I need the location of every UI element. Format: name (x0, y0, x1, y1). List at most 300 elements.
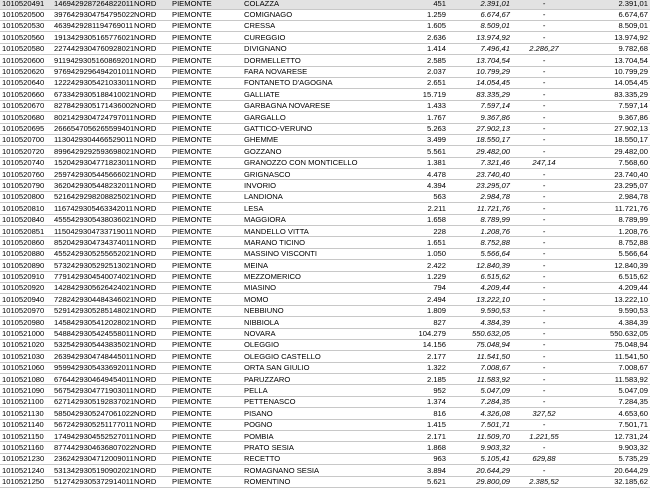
region-cell[interactable]: PIEMONTE (170, 89, 242, 100)
code-cell[interactable]: 1010520620 (0, 66, 52, 77)
code-cell[interactable]: 1010520840 (0, 214, 52, 225)
population-cell[interactable]: 5.561 (390, 146, 448, 157)
amount-cell[interactable]: 23.740,40 (448, 169, 512, 180)
amount-cell[interactable]: 8.509,01 (448, 20, 512, 31)
table-row[interactable] (0, 134, 650, 145)
amount-cell[interactable]: 75.048,94 (448, 339, 512, 350)
area-cell[interactable]: NORD (132, 43, 170, 54)
comune-cell[interactable]: MANDELLO VITTA (242, 226, 390, 237)
region-cell[interactable]: PIEMONTE (170, 169, 242, 180)
region-cell[interactable]: PIEMONTE (170, 146, 242, 157)
extra-cell[interactable]: - (512, 20, 576, 31)
total-cell[interactable]: 13.704,54 (576, 55, 650, 66)
area-cell[interactable]: NORD (132, 237, 170, 248)
comune-cell[interactable]: GOZZANO (242, 146, 390, 157)
population-cell[interactable]: 1.414 (390, 43, 448, 54)
area-cell[interactable]: NORD (132, 66, 170, 77)
population-cell[interactable]: 794 (390, 282, 448, 293)
comune-cell[interactable]: POMBIA (242, 431, 390, 442)
area-cell[interactable]: NORD (132, 112, 170, 123)
code-cell[interactable]: 1010520530 (0, 20, 52, 31)
total-cell[interactable]: 14.054,45 (576, 77, 650, 88)
id-cell[interactable]: 1458429305412028021 (54, 317, 135, 327)
id-cell[interactable]: 3620429305448232011 (54, 180, 134, 190)
comune-cell[interactable]: DORMELLETTO (242, 55, 390, 66)
area-cell[interactable]: NORD (132, 408, 170, 419)
amount-cell[interactable]: 20.644,29 (448, 465, 512, 476)
table-row[interactable] (0, 408, 650, 419)
table-row[interactable] (0, 66, 650, 77)
region-cell[interactable]: PIEMONTE (170, 180, 242, 191)
id-cell[interactable]: 2666547056265599401 (54, 123, 135, 133)
code-cell[interactable]: 1010521160 (0, 442, 52, 453)
region-cell[interactable]: PIEMONTE (170, 20, 242, 31)
id-cell[interactable]: 2274429304760928021 (54, 44, 135, 54)
extra-cell[interactable]: - (512, 248, 576, 259)
table-row[interactable] (0, 396, 650, 407)
population-cell[interactable]: 1.381 (390, 157, 448, 168)
total-cell[interactable]: 7.008,67 (576, 362, 650, 373)
comune-cell[interactable]: MARANO TICINO (242, 237, 390, 248)
extra-cell[interactable]: - (512, 191, 576, 202)
table-row[interactable] (0, 260, 650, 271)
amount-cell[interactable]: 11.721,76 (448, 203, 512, 214)
extra-cell[interactable]: - (512, 271, 576, 282)
comune-cell[interactable]: PELLA (242, 385, 390, 396)
population-cell[interactable]: 1.374 (390, 396, 448, 407)
id-cell[interactable]: 3976429304754795022 (54, 10, 135, 20)
table-row[interactable] (0, 453, 650, 464)
region-cell[interactable]: PIEMONTE (170, 476, 242, 487)
id-cell[interactable]: 5672429305251177011 (54, 420, 134, 430)
code-cell[interactable]: 1010520810 (0, 203, 52, 214)
region-cell[interactable]: PIEMONTE (170, 134, 242, 145)
code-cell[interactable]: 1010521090 (0, 385, 52, 396)
comune-cell[interactable]: ROMAGNANO SESIA (242, 465, 390, 476)
total-cell[interactable]: 5.566,64 (576, 248, 650, 259)
amount-cell[interactable]: 14.054,45 (448, 77, 512, 88)
id-cell[interactable]: 1428429305626424021 (54, 283, 135, 293)
region-cell[interactable]: PIEMONTE (170, 55, 242, 66)
extra-cell[interactable]: - (512, 146, 576, 157)
comune-cell[interactable]: LESA (242, 203, 390, 214)
area-cell[interactable]: NORD (132, 55, 170, 66)
amount-cell[interactable]: 7.496,41 (448, 43, 512, 54)
population-cell[interactable]: 2.177 (390, 351, 448, 362)
amount-cell[interactable]: 7.284,35 (448, 396, 512, 407)
amount-cell[interactable]: 27.902,13 (448, 123, 512, 134)
population-cell[interactable]: 3.894 (390, 465, 448, 476)
code-cell[interactable]: 1010520700 (0, 134, 52, 145)
id-cell[interactable]: 4555429305438036021 (54, 215, 135, 225)
id-cell[interactable]: 5313429305190902021 (54, 465, 135, 475)
code-cell[interactable]: 1010520760 (0, 169, 52, 180)
amount-cell[interactable]: 9.367,86 (448, 112, 512, 123)
total-cell[interactable]: 12.840,39 (576, 260, 650, 271)
area-cell[interactable]: NORD (132, 465, 170, 476)
code-cell[interactable]: 1010520560 (0, 32, 52, 43)
population-cell[interactable]: 1.809 (390, 305, 448, 316)
region-cell[interactable]: PIEMONTE (170, 305, 242, 316)
population-cell[interactable]: 563 (390, 191, 448, 202)
code-cell[interactable]: 1010521140 (0, 419, 52, 430)
comune-cell[interactable]: GRANOZZO CON MONTICELLO (242, 157, 390, 168)
table-row[interactable] (0, 203, 650, 214)
comune-cell[interactable]: GRIGNASCO (242, 169, 390, 180)
code-cell[interactable]: 1010520720 (0, 146, 52, 157)
table-row[interactable] (0, 362, 650, 373)
id-cell[interactable]: 1749429304552527011 (54, 431, 134, 441)
amount-cell[interactable]: 4.384,39 (448, 317, 512, 328)
area-cell[interactable]: NORD (132, 339, 170, 350)
comune-cell[interactable]: NOVARA (242, 328, 390, 339)
table-row[interactable] (0, 20, 650, 31)
population-cell[interactable]: 816 (390, 408, 448, 419)
amount-cell[interactable]: 7.008,67 (448, 362, 512, 373)
area-cell[interactable]: NORD (132, 100, 170, 111)
region-cell[interactable]: PIEMONTE (170, 282, 242, 293)
table-row[interactable] (0, 351, 650, 362)
table-row[interactable] (0, 305, 650, 316)
total-cell[interactable]: 4.384,39 (576, 317, 650, 328)
id-cell[interactable]: 1130429304466529011 (54, 135, 134, 145)
total-cell[interactable]: 4.653,60 (576, 408, 650, 419)
table-row[interactable] (0, 339, 650, 350)
comune-cell[interactable]: MIASINO (242, 282, 390, 293)
table-row[interactable] (0, 294, 650, 305)
amount-cell[interactable]: 18.550,17 (448, 134, 512, 145)
table-row[interactable] (0, 374, 650, 385)
extra-cell[interactable]: 327,52 (512, 408, 576, 419)
table-row[interactable] (0, 180, 650, 191)
comune-cell[interactable]: CUREGGIO (242, 32, 390, 43)
area-cell[interactable]: NORD (132, 191, 170, 202)
id-cell[interactable]: 5732429305292513021 (54, 260, 135, 270)
area-cell[interactable]: NORD (132, 123, 170, 134)
population-cell[interactable]: 827 (390, 317, 448, 328)
total-cell[interactable]: 13.974,92 (576, 32, 650, 43)
extra-cell[interactable]: 1.221,55 (512, 431, 576, 442)
comune-cell[interactable]: LANDIONA (242, 191, 390, 202)
population-cell[interactable]: 14.156 (390, 339, 448, 350)
region-cell[interactable]: PIEMONTE (170, 339, 242, 350)
total-cell[interactable]: 9.367,86 (576, 112, 650, 123)
population-cell[interactable]: 2.185 (390, 374, 448, 385)
region-cell[interactable]: PIEMONTE (170, 214, 242, 225)
area-cell[interactable]: NORD (132, 203, 170, 214)
comune-cell[interactable]: ORTA SAN GIULIO (242, 362, 390, 373)
extra-cell[interactable]: - (512, 385, 576, 396)
id-cell[interactable]: 5675429304771903011 (54, 385, 134, 395)
comune-cell[interactable]: OLEGGIO (242, 339, 390, 350)
amount-cell[interactable]: 9.903,32 (448, 442, 512, 453)
table-row[interactable] (0, 169, 650, 180)
population-cell[interactable]: 1.868 (390, 442, 448, 453)
comune-cell[interactable]: GATTICO-VERUNO (242, 123, 390, 134)
area-cell[interactable]: NORD (132, 260, 170, 271)
id-cell[interactable]: 1469429287264822011 (54, 0, 134, 9)
total-cell[interactable]: 20.644,29 (576, 465, 650, 476)
comune-cell[interactable]: MASSINO VISCONTI (242, 248, 390, 259)
comune-cell[interactable]: FARA NOVARESE (242, 66, 390, 77)
area-cell[interactable]: NORD (132, 431, 170, 442)
total-cell[interactable]: 550.632,05 (576, 328, 650, 339)
area-cell[interactable]: NORD (132, 157, 170, 168)
amount-cell[interactable]: 83.335,29 (448, 89, 512, 100)
table-row[interactable] (0, 191, 650, 202)
table-row[interactable] (0, 317, 650, 328)
code-cell[interactable]: 1010520491 (0, 0, 52, 9)
region-cell[interactable]: PIEMONTE (170, 271, 242, 282)
amount-cell[interactable]: 7.597,14 (448, 100, 512, 111)
extra-cell[interactable]: - (512, 465, 576, 476)
population-cell[interactable]: 1.415 (390, 419, 448, 430)
id-cell[interactable]: 8774429304636807022 (54, 442, 135, 452)
comune-cell[interactable]: GARBAGNA NOVARESE (242, 100, 390, 111)
area-cell[interactable]: NORD (132, 134, 170, 145)
table-row[interactable] (0, 146, 650, 157)
extra-cell[interactable]: - (512, 203, 576, 214)
region-cell[interactable]: PIEMONTE (170, 408, 242, 419)
id-cell[interactable]: 2362429304712009011 (54, 454, 134, 464)
table-row[interactable] (0, 328, 650, 339)
area-cell[interactable]: NORD (132, 476, 170, 487)
amount-cell[interactable]: 7.321,46 (448, 157, 512, 168)
table-row[interactable] (0, 32, 650, 43)
id-cell[interactable]: 8021429304724797011 (54, 112, 134, 122)
id-cell[interactable]: 9769429296494201011 (54, 67, 134, 77)
total-cell[interactable]: 8.509,01 (576, 20, 650, 31)
region-cell[interactable]: PIEMONTE (170, 43, 242, 54)
total-cell[interactable]: 75.048,94 (576, 339, 650, 350)
population-cell[interactable]: 952 (390, 385, 448, 396)
table-row[interactable] (0, 43, 650, 54)
id-cell[interactable]: 8278429305171436002 (54, 101, 135, 111)
extra-cell[interactable]: - (512, 89, 576, 100)
area-cell[interactable]: NORD (132, 180, 170, 191)
amount-cell[interactable]: 6.674,67 (448, 9, 512, 20)
extra-cell[interactable]: 629,88 (512, 453, 576, 464)
table-row[interactable] (0, 248, 650, 259)
comune-cell[interactable]: NIBBIOLA (242, 317, 390, 328)
extra-cell[interactable]: - (512, 442, 576, 453)
total-cell[interactable]: 10.799,29 (576, 66, 650, 77)
region-cell[interactable]: PIEMONTE (170, 260, 242, 271)
region-cell[interactable]: PIEMONTE (170, 248, 242, 259)
total-cell[interactable]: 1.208,76 (576, 226, 650, 237)
id-cell[interactable]: 6733429305188410021 (54, 89, 135, 99)
area-cell[interactable]: NORD (132, 20, 170, 31)
population-cell[interactable]: 2.171 (390, 431, 448, 442)
extra-cell[interactable]: - (512, 396, 576, 407)
population-cell[interactable]: 4.394 (390, 180, 448, 191)
code-cell[interactable]: 1010520851 (0, 226, 52, 237)
extra-cell[interactable]: - (512, 339, 576, 350)
total-cell[interactable]: 9.903,32 (576, 442, 650, 453)
region-cell[interactable]: PIEMONTE (170, 385, 242, 396)
area-cell[interactable]: NORD (132, 214, 170, 225)
population-cell[interactable]: 3.499 (390, 134, 448, 145)
amount-cell[interactable]: 4.326,08 (448, 408, 512, 419)
region-cell[interactable]: PIEMONTE (170, 362, 242, 373)
amount-cell[interactable]: 2.984,78 (448, 191, 512, 202)
region-cell[interactable]: PIEMONTE (170, 351, 242, 362)
amount-cell[interactable]: 5.566,64 (448, 248, 512, 259)
amount-cell[interactable]: 8.789,99 (448, 214, 512, 225)
table-row[interactable] (0, 0, 650, 9)
amount-cell[interactable]: 4.209,44 (448, 282, 512, 293)
total-cell[interactable]: 7.501,71 (576, 419, 650, 430)
table-row[interactable] (0, 419, 650, 430)
area-cell[interactable]: NORD (132, 442, 170, 453)
total-cell[interactable]: 7.568,60 (576, 157, 650, 168)
total-cell[interactable]: 9.590,53 (576, 305, 650, 316)
area-cell[interactable]: NORD (132, 362, 170, 373)
id-cell[interactable]: 1520429304771823011 (54, 158, 134, 168)
table-row[interactable] (0, 431, 650, 442)
extra-cell[interactable]: - (512, 9, 576, 20)
table-row[interactable] (0, 442, 650, 453)
population-cell[interactable]: 5.621 (390, 476, 448, 487)
region-cell[interactable]: PIEMONTE (170, 123, 242, 134)
total-cell[interactable]: 27.902,13 (576, 123, 650, 134)
id-cell[interactable]: 1222429305421033011 (54, 78, 134, 88)
area-cell[interactable]: NORD (132, 282, 170, 293)
comune-cell[interactable]: GHEMME (242, 134, 390, 145)
amount-cell[interactable]: 7.501,71 (448, 419, 512, 430)
comune-cell[interactable]: PRATO SESIA (242, 442, 390, 453)
comune-cell[interactable]: MOMO (242, 294, 390, 305)
extra-cell[interactable]: - (512, 282, 576, 293)
code-cell[interactable]: 1010520940 (0, 294, 52, 305)
population-cell[interactable]: 2.494 (390, 294, 448, 305)
id-cell[interactable]: 5850429305247061022 (54, 408, 135, 418)
table-row[interactable] (0, 112, 650, 123)
area-cell[interactable]: NORD (132, 374, 170, 385)
comune-cell[interactable]: INVORIO (242, 180, 390, 191)
area-cell[interactable]: NORD (132, 453, 170, 464)
code-cell[interactable]: 1010521080 (0, 374, 52, 385)
amount-cell[interactable]: 13.974,92 (448, 32, 512, 43)
code-cell[interactable]: 1010521060 (0, 362, 52, 373)
comune-cell[interactable]: RECETTO (242, 453, 390, 464)
population-cell[interactable]: 1.050 (390, 248, 448, 259)
population-cell[interactable]: 2.037 (390, 66, 448, 77)
region-cell[interactable]: PIEMONTE (170, 100, 242, 111)
comune-cell[interactable]: MEINA (242, 260, 390, 271)
id-cell[interactable]: 1150429304733719011 (54, 226, 134, 236)
region-cell[interactable]: PIEMONTE (170, 226, 242, 237)
code-cell[interactable]: 1010520880 (0, 248, 52, 259)
region-cell[interactable]: PIEMONTE (170, 294, 242, 305)
extra-cell[interactable]: 2.286,27 (512, 43, 576, 54)
code-cell[interactable]: 1010520600 (0, 55, 52, 66)
extra-cell[interactable]: - (512, 134, 576, 145)
area-cell[interactable]: NORD (132, 328, 170, 339)
id-cell[interactable]: 4639429281194769011 (54, 21, 134, 31)
area-cell[interactable]: NORD (132, 317, 170, 328)
area-cell[interactable]: NORD (132, 294, 170, 305)
extra-cell[interactable]: - (512, 260, 576, 271)
population-cell[interactable]: 1.605 (390, 20, 448, 31)
population-cell[interactable]: 1.229 (390, 271, 448, 282)
extra-cell[interactable]: - (512, 180, 576, 191)
table-row[interactable] (0, 157, 650, 168)
population-cell[interactable]: 451 (390, 0, 448, 9)
population-cell[interactable]: 228 (390, 226, 448, 237)
table-row[interactable] (0, 237, 650, 248)
population-cell[interactable]: 2.636 (390, 32, 448, 43)
extra-cell[interactable]: - (512, 100, 576, 111)
total-cell[interactable]: 11.583,92 (576, 374, 650, 385)
area-cell[interactable]: NORD (132, 9, 170, 20)
extra-cell[interactable]: - (512, 374, 576, 385)
area-cell[interactable]: NORD (132, 77, 170, 88)
table-row[interactable] (0, 282, 650, 293)
comune-cell[interactable]: PISANO (242, 408, 390, 419)
amount-cell[interactable]: 2.391,01 (448, 0, 512, 9)
code-cell[interactable]: 1010521100 (0, 396, 52, 407)
region-cell[interactable]: PIEMONTE (170, 77, 242, 88)
region-cell[interactable]: PIEMONTE (170, 396, 242, 407)
area-cell[interactable]: NORD (132, 89, 170, 100)
area-cell[interactable]: NORD (132, 0, 170, 9)
id-cell[interactable]: 9599429305433692011 (54, 363, 134, 373)
table-row[interactable] (0, 100, 650, 111)
region-cell[interactable]: PIEMONTE (170, 237, 242, 248)
population-cell[interactable]: 5.263 (390, 123, 448, 134)
extra-cell[interactable]: - (512, 55, 576, 66)
extra-cell[interactable]: - (512, 123, 576, 134)
extra-cell[interactable]: - (512, 32, 576, 43)
region-cell[interactable]: PIEMONTE (170, 453, 242, 464)
id-cell[interactable]: 5127429305372914011 (54, 477, 134, 487)
id-cell[interactable]: 5325429305443835021 (54, 340, 135, 350)
code-cell[interactable]: 1010520500 (0, 9, 52, 20)
amount-cell[interactable]: 5.047,09 (448, 385, 512, 396)
code-cell[interactable]: 1010520910 (0, 271, 52, 282)
amount-cell[interactable]: 5.105,41 (448, 453, 512, 464)
extra-cell[interactable]: - (512, 294, 576, 305)
code-cell[interactable]: 1010520790 (0, 180, 52, 191)
population-cell[interactable]: 2.211 (390, 203, 448, 214)
code-cell[interactable]: 1010520680 (0, 112, 52, 123)
total-cell[interactable]: 23.740,40 (576, 169, 650, 180)
region-cell[interactable]: PIEMONTE (170, 465, 242, 476)
region-cell[interactable]: PIEMONTE (170, 317, 242, 328)
population-cell[interactable]: 1.658 (390, 214, 448, 225)
id-cell[interactable]: 7791429304540074021 (54, 272, 135, 282)
total-cell[interactable]: 4.209,44 (576, 282, 650, 293)
area-cell[interactable]: NORD (132, 396, 170, 407)
total-cell[interactable]: 6.515,62 (576, 271, 650, 282)
total-cell[interactable]: 12.731,24 (576, 431, 650, 442)
code-cell[interactable]: 1010520920 (0, 282, 52, 293)
amount-cell[interactable]: 29.482,00 (448, 146, 512, 157)
region-cell[interactable]: PIEMONTE (170, 431, 242, 442)
comune-cell[interactable]: GARGALLO (242, 112, 390, 123)
region-cell[interactable]: PIEMONTE (170, 32, 242, 43)
extra-cell[interactable]: - (512, 317, 576, 328)
extra-cell[interactable]: - (512, 305, 576, 316)
code-cell[interactable]: 1010521150 (0, 431, 52, 442)
comune-cell[interactable]: POGNO (242, 419, 390, 430)
region-cell[interactable]: PIEMONTE (170, 157, 242, 168)
region-cell[interactable]: PIEMONTE (170, 0, 242, 9)
code-cell[interactable]: 1010520580 (0, 43, 52, 54)
id-cell[interactable]: 5488429305424558011 (54, 329, 134, 339)
total-cell[interactable]: 18.550,17 (576, 134, 650, 145)
